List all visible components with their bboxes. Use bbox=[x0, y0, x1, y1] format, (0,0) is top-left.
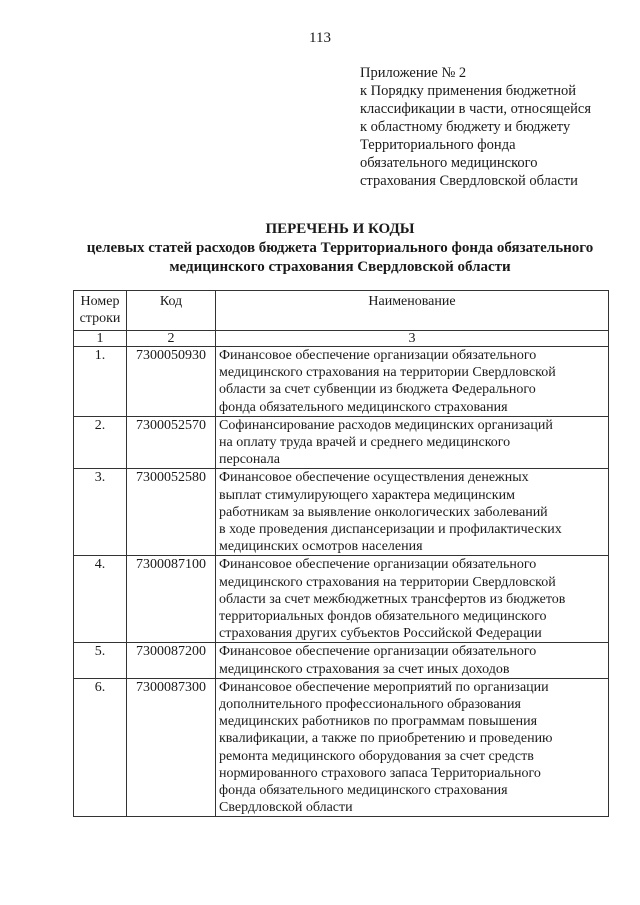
column-number: 3 bbox=[216, 331, 609, 347]
header-code: Код bbox=[127, 291, 216, 331]
row-name-line: области за счет межбюджетных трансфертов из бюджетов bbox=[219, 591, 566, 607]
row-code: 7300050930 bbox=[127, 347, 216, 417]
row-name-line: работникам за выявление онкологических заболеваний bbox=[219, 504, 548, 520]
annex-line: Территориального фонда bbox=[360, 137, 516, 153]
row-code: 7300052580 bbox=[127, 469, 216, 556]
row-name-line: Финансовое обеспечение организации обязательного bbox=[219, 348, 537, 363]
row-name-line: дополнительного профессионального образования bbox=[219, 697, 521, 713]
row-code: 7300087100 bbox=[127, 556, 216, 643]
row-name-line: Финансовое обеспечение мероприятий по организации bbox=[219, 679, 549, 695]
row-name-line: медицинских работников по программам повышения bbox=[219, 714, 538, 730]
row-name-line: области за счет субвенции из бюджета Федерального bbox=[219, 382, 536, 398]
annex-line: Приложение № 2 bbox=[360, 65, 467, 81]
header-text: строки bbox=[79, 311, 121, 327]
row-number: 6. bbox=[74, 678, 127, 817]
row-name-line: Софинансирование расходов медицинских организаций bbox=[219, 417, 553, 433]
row-number: 2. bbox=[74, 416, 127, 469]
annex-line: классификации в части, относящейся bbox=[360, 101, 591, 117]
row-name-line: Финансовое обеспечение организации обязательного bbox=[219, 644, 537, 660]
table-row bbox=[74, 556, 609, 643]
annex-line: обязательного медицинского bbox=[360, 155, 538, 171]
table-row bbox=[74, 643, 609, 678]
codes-table bbox=[73, 290, 609, 817]
page-number: 113 bbox=[309, 30, 331, 46]
row-number: 1. bbox=[74, 347, 127, 417]
header-row-number bbox=[74, 291, 127, 331]
table-row bbox=[74, 469, 609, 556]
row-name-line: территориальных фондов обязательного медицинского bbox=[219, 609, 547, 625]
title-main: ПЕРЕЧЕНЬ И КОДЫ bbox=[265, 221, 415, 237]
row-code: 7300087300 bbox=[127, 678, 216, 817]
row-name-line: фонда обязательного медицинского страхования bbox=[219, 783, 508, 799]
column-numbers-row bbox=[74, 331, 609, 347]
row-name bbox=[216, 678, 609, 817]
row-code: 7300052570 bbox=[127, 416, 216, 469]
row-name-line: страхования других субъектов Российской Федерации bbox=[219, 626, 542, 642]
row-name-line: медицинских осмотров населения bbox=[219, 539, 423, 555]
row-name bbox=[216, 643, 609, 678]
header-text: Номер bbox=[80, 294, 120, 309]
row-number: 5. bbox=[74, 643, 127, 678]
row-name-line: медицинского страхования на территории Свердловской bbox=[219, 574, 556, 590]
row-name-line: медицинского страхования за счет иных доходов bbox=[219, 661, 510, 677]
row-name-line: Свердловской области bbox=[219, 800, 353, 816]
title-subtitle-line: целевых статей расходов бюджета Территориального фонда обязательного bbox=[86, 240, 594, 256]
row-name-line: фонда обязательного медицинского страхования bbox=[219, 399, 508, 415]
table-row bbox=[74, 347, 609, 417]
row-number: 3. bbox=[74, 469, 127, 556]
row-code: 7300087200 bbox=[127, 643, 216, 678]
table-header-row bbox=[74, 291, 609, 331]
column-number: 1 bbox=[74, 331, 127, 347]
row-name-line: в ходе проведения диспансеризации и профилактических bbox=[219, 522, 562, 538]
row-name bbox=[216, 469, 609, 556]
row-name-line: персонала bbox=[219, 452, 280, 468]
table-row bbox=[74, 416, 609, 469]
row-name-line: квалификации, а также по приобретению и проведению bbox=[219, 731, 553, 747]
row-name bbox=[216, 416, 609, 469]
annex-line: к Порядку применения бюджетной bbox=[360, 83, 577, 99]
row-name-line: Финансовое обеспечение организации обязательного bbox=[219, 557, 537, 573]
row-name-line: выплат стимулирующего характера медицинским bbox=[219, 487, 515, 503]
row-name-line: на оплату труда врачей и среднего медицинского bbox=[219, 435, 511, 451]
row-name-line: Финансовое обеспечение осуществления денежных bbox=[219, 470, 529, 486]
annex-line: к областному бюджету и бюджету bbox=[360, 119, 571, 135]
row-name bbox=[216, 347, 609, 417]
row-name-line: медицинского страхования на территории Свердловской bbox=[219, 365, 556, 381]
row-name-line: ремонта медицинского оборудования за счет средств bbox=[219, 748, 534, 764]
annex-block bbox=[360, 64, 620, 190]
row-name bbox=[216, 556, 609, 643]
column-number: 2 bbox=[127, 331, 216, 347]
title-subtitle-line: медицинского страхования Свердловской области bbox=[169, 259, 511, 275]
table-row bbox=[74, 678, 609, 817]
row-name-line: нормированного страхового запаса Территориального bbox=[219, 765, 541, 781]
row-number: 4. bbox=[74, 556, 127, 643]
document-title bbox=[40, 220, 640, 277]
header-name: Наименование bbox=[216, 291, 609, 331]
annex-line: страхования Свердловской области bbox=[360, 173, 578, 189]
